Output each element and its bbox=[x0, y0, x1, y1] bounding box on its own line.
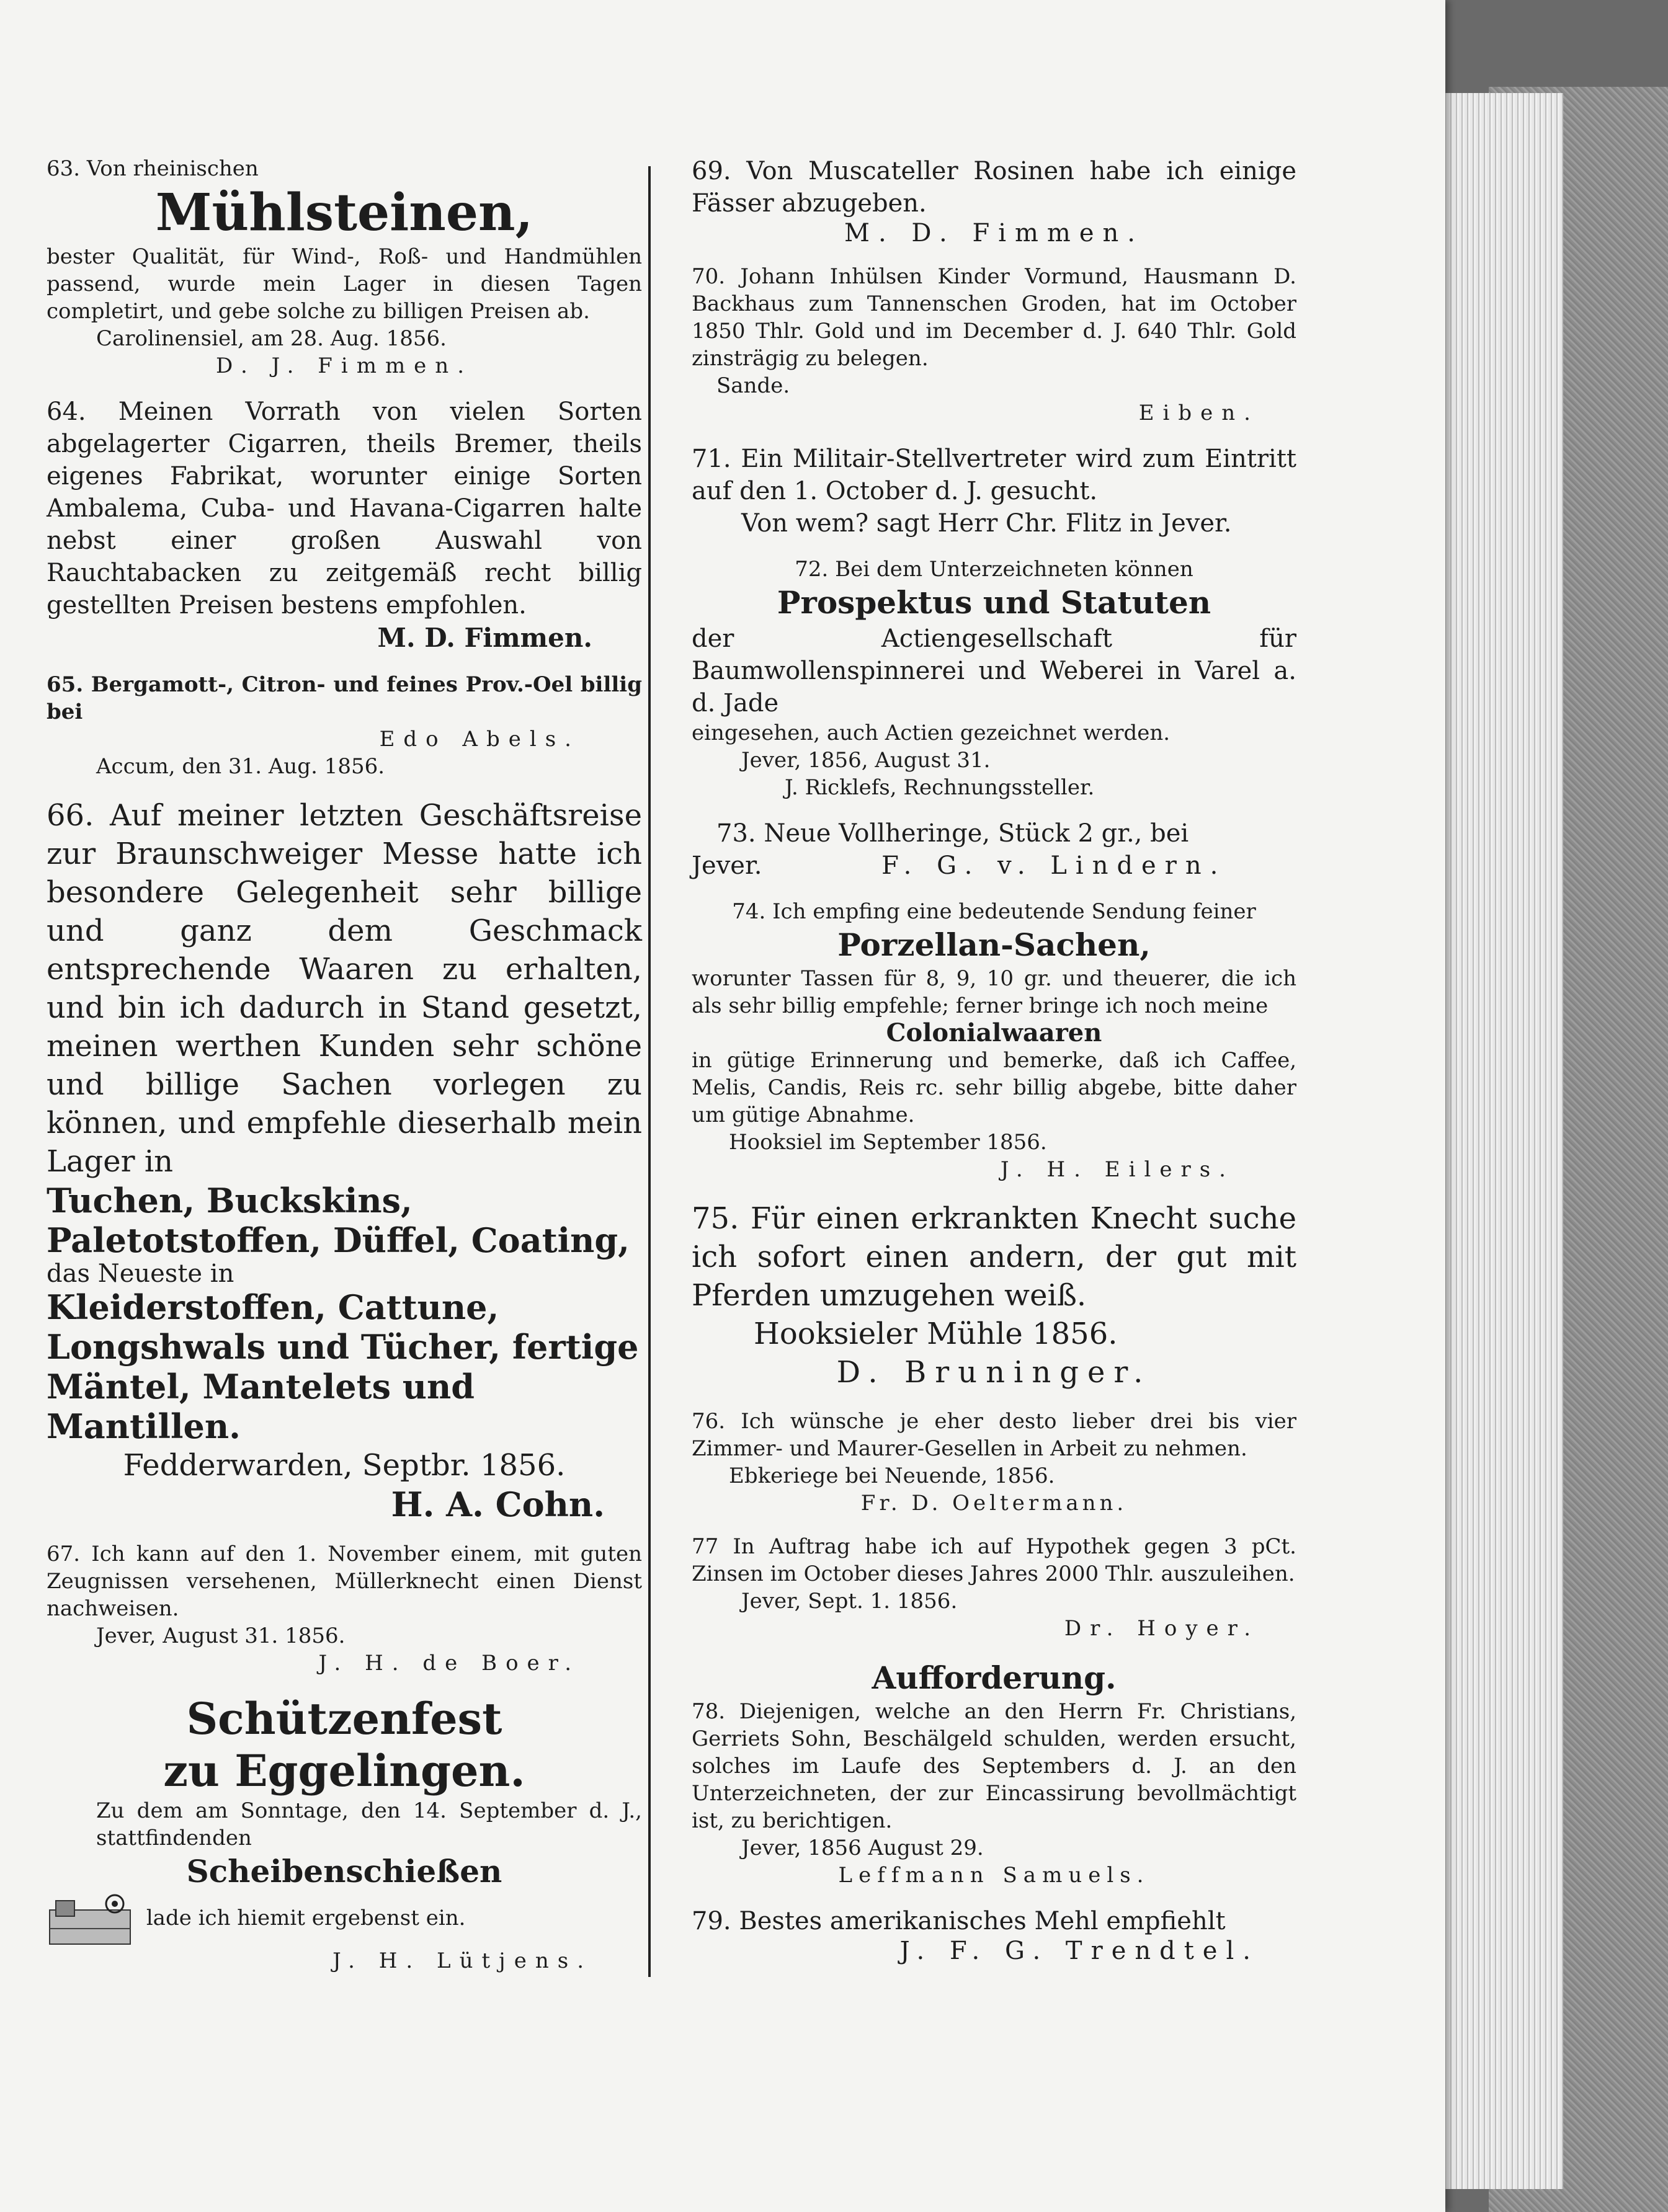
column-divider bbox=[648, 166, 651, 1977]
ad-73-place-row bbox=[692, 850, 1296, 882]
fest-title-3: Scheibenschießen bbox=[186, 1853, 502, 1890]
ad-70-body: 70. Johann Inhülsen Kinder Vormund, Hausmann D. Backhaus zum Tannenschen Groden, hat im October 1850 Thlr. Gold und im December d. J. 640 Thlr. Gold zinsträgig zu belegen. bbox=[692, 264, 1296, 371]
ad-72-headline: Prospektus und Statuten bbox=[777, 584, 1211, 621]
ad-72-signature: J. Ricklefs, Rechnungssteller. bbox=[785, 775, 1095, 800]
ad-67-signature: J. H. de Boer. bbox=[318, 1651, 580, 1676]
ad-77-body: 77 In Auftrag habe ich auf Hypothek gegen 3 pCt. Zinsen im October dieses Jahres 2000 Thlr. auszuleihen. bbox=[692, 1534, 1296, 1586]
ad-63-intro: 63. Von rheinischen bbox=[47, 156, 259, 181]
ad-74-body-2: in gütige Erinnerung und bemerke, daß ich Caffee, Melis, Candis, Reis rc. sehr billig abgebe, bitte daher um gütige Abnahme. bbox=[692, 1048, 1296, 1127]
ad-63-signature: D. J. Fimmen. bbox=[215, 353, 473, 378]
ad-63-headline: Mühlsteinen, bbox=[155, 183, 533, 242]
ad-74 bbox=[692, 898, 1296, 1183]
ad-65-body: 65. Bergamott-, Citron- und feines Prov.-Oel billig bei bbox=[47, 672, 642, 724]
ad-76 bbox=[692, 1408, 1296, 1517]
fest-title-1: Schützenfest bbox=[186, 1693, 502, 1744]
ad-63-place: Carolinensiel, am 28. Aug. 1856. bbox=[96, 326, 447, 351]
ad-66-goods-2: Kleiderstoffen, Cattune, Longshwals und Tücher, fertige Mäntel, Mantelets und Mantillen. bbox=[47, 1287, 639, 1446]
shooting-target-icon bbox=[47, 1891, 133, 1947]
ad-71-line-2: Von wem? sagt Herr Chr. Flitz in Jever. bbox=[741, 509, 1232, 538]
fest-signature: J. H. Lütjens. bbox=[332, 1948, 592, 1973]
ad-66-body: 66. Auf meiner letzten Geschäftsreise zur Braunschweiger Messe hatte ich besondere Gelegenheit sehr billige und ganz dem Geschmack entsprechende Waaren zu erhalten, und bin ich dadurch in Stand gesetzt, meinen werthen Kunden sehr schöne und billige Sachen vorlegen zu können, und empfehle dieserhalb mein Lager in bbox=[47, 798, 642, 1179]
ad-72-intro: 72. Bei dem Unterzeichneten können bbox=[795, 557, 1193, 582]
ad-74-signature: J. H. Eilers. bbox=[1000, 1157, 1234, 1182]
left-column bbox=[47, 155, 642, 1991]
ad-65-place: Accum, den 31. Aug. 1856. bbox=[96, 754, 385, 779]
ad-64 bbox=[47, 396, 642, 655]
ad-73 bbox=[692, 817, 1296, 882]
ad-78 bbox=[692, 1658, 1296, 1889]
ad-77-signature: Dr. Hoyer. bbox=[1064, 1616, 1259, 1641]
ad-74-place: Hooksiel im September 1856. bbox=[729, 1130, 1047, 1155]
ad-67-place: Jever, August 31. 1856. bbox=[96, 1623, 346, 1648]
ad-66-signature: H. A. Cohn. bbox=[391, 1485, 605, 1524]
ad-70-signature: Eiben. bbox=[1138, 401, 1259, 425]
ad-66-place: Fedderwarden, Septbr. 1856. bbox=[123, 1448, 566, 1483]
ad-75-place: Hooksieler Mühle 1856. bbox=[754, 1317, 1118, 1351]
ad-77 bbox=[692, 1533, 1296, 1642]
ad-66 bbox=[47, 796, 642, 1524]
fest-line-2: lade ich hiemit ergebenst ein. bbox=[146, 1906, 466, 1930]
ad-65 bbox=[47, 671, 642, 780]
fest-invitation-row bbox=[47, 1891, 642, 1947]
ad-74-body-1: worunter Tassen für 8, 9, 10 gr. und theuerer, die ich als sehr billig empfehle; ferner bringe ich noch meine bbox=[692, 966, 1296, 1018]
ad-70 bbox=[692, 263, 1296, 427]
ad-72-line-3: eingesehen, auch Actien gezeichnet werden. bbox=[692, 721, 1171, 745]
ad-63-body: bester Qualität, für Wind-, Roß- und Handmühlen passend, wurde mein Lager in diesen Tagen completirt, und gebe solche zu billigen Preisen ab. bbox=[47, 244, 642, 324]
ad-69-signature: M. D. Fimmen. bbox=[844, 219, 1144, 247]
ad-78-signature: Leffmann Samuels. bbox=[838, 1863, 1150, 1888]
ad-65-signature: Edo Abels. bbox=[379, 727, 580, 752]
ad-72-line-2: der Actiengesellschaft für Baumwollenspinnerei und Weberei in Varel a. d. Jade bbox=[692, 624, 1296, 717]
ad-79 bbox=[692, 1905, 1296, 1965]
ad-72-place: Jever, 1856, August 31. bbox=[741, 748, 991, 773]
ad-70-place: Sande. bbox=[716, 373, 790, 398]
ad-74-headline-2: Colonialwaaren bbox=[886, 1018, 1102, 1047]
ad-75-signature: D. Bruninger. bbox=[836, 1355, 1152, 1390]
ad-71 bbox=[692, 443, 1296, 540]
ad-69 bbox=[692, 155, 1296, 247]
ad-72 bbox=[692, 556, 1296, 801]
ad-66-newest: das Neueste in bbox=[47, 1259, 234, 1288]
ad-79-body: 79. Bestes amerikanisches Mehl empfiehlt bbox=[692, 1907, 1226, 1935]
ad-76-place: Ebkeriege bei Neuende, 1856. bbox=[729, 1464, 1055, 1488]
ad-69-body: 69. Von Muscateller Rosinen habe ich einige Fässer abzugeben. bbox=[692, 157, 1296, 218]
ad-75-body: 75. Für einen erkrankten Knecht suche ich sofort einen andern, der gut mit Pferden umzugehen weiß. bbox=[692, 1201, 1296, 1313]
ad-64-body: 64. Meinen Vorrath von vielen Sorten abgelagerter Cigarren, theils Bremer, theils eigenes Fabrikat, worunter einige Sorten Ambalema, Cuba- und Havana-Cigarren halte nebst einer großen Auswahl von Rauchtabacken zu zeitgemäß recht billig gestellten Preisen bestens empfohlen. bbox=[47, 398, 642, 620]
ad-73-body: 73. Neue Vollheringe, Stück 2 gr., bei bbox=[716, 819, 1189, 848]
ad-63 bbox=[47, 155, 642, 380]
ad-74-headline: Porzellan-Sachen, bbox=[837, 926, 1151, 963]
ad-74-intro: 74. Ich empfing eine bedeutende Sendung feiner bbox=[732, 899, 1256, 924]
ad-67-body: 67. Ich kann auf den 1. November einem, mit guten Zeugnissen versehenen, Müllerknecht einen Dienst nachweisen. bbox=[47, 1542, 642, 1621]
ad-78-body: 78. Diejenigen, welche an den Herrn Fr. Christians, Gerriets Sohn, Beschälgeld schulden, werden ersucht, solches im Laufe des Septembers d. J. an den Unterzeichneten, der zur Eincassirung bevollmächtigt ist, zu berichtigen. bbox=[692, 1699, 1296, 1833]
ad-77-place: Jever, Sept. 1. 1856. bbox=[741, 1589, 958, 1614]
ad-79-signature: J. F. G. Trendtel. bbox=[899, 1937, 1259, 1965]
fest-line-1: Zu dem am Sonntage, den 14. September d. J., stattfindenden bbox=[96, 1798, 642, 1850]
ad-67 bbox=[47, 1540, 642, 1677]
fest-title-2: zu Eggelingen. bbox=[163, 1745, 525, 1797]
ad-schuetzenfest bbox=[47, 1693, 642, 1974]
ad-76-body: 76. Ich wünsche je eher desto lieber drei bis vier Zimmer- und Maurer-Gesellen in Arbeit zu nehmen. bbox=[692, 1409, 1296, 1461]
right-column bbox=[692, 155, 1296, 1981]
ad-78-place: Jever, 1856 August 29. bbox=[741, 1836, 984, 1860]
ad-75 bbox=[692, 1199, 1296, 1392]
ad-71-body: 71. Ein Militair-Stellvertreter wird zum Eintritt auf den 1. October d. J. gesucht. bbox=[692, 445, 1296, 505]
ad-73-signature: F. G. v. Lindern. bbox=[881, 851, 1227, 880]
ad-78-headline: Aufforderung. bbox=[872, 1659, 1117, 1696]
ad-73-place: Jever. bbox=[692, 851, 762, 880]
ad-64-signature: M. D. Fimmen. bbox=[377, 623, 592, 653]
ad-76-signature: Fr. D. Oeltermann. bbox=[860, 1491, 1128, 1516]
ad-66-goods-1: Tuchen, Buckskins, Paletotstoffen, Düffel, Coating, bbox=[47, 1181, 630, 1260]
